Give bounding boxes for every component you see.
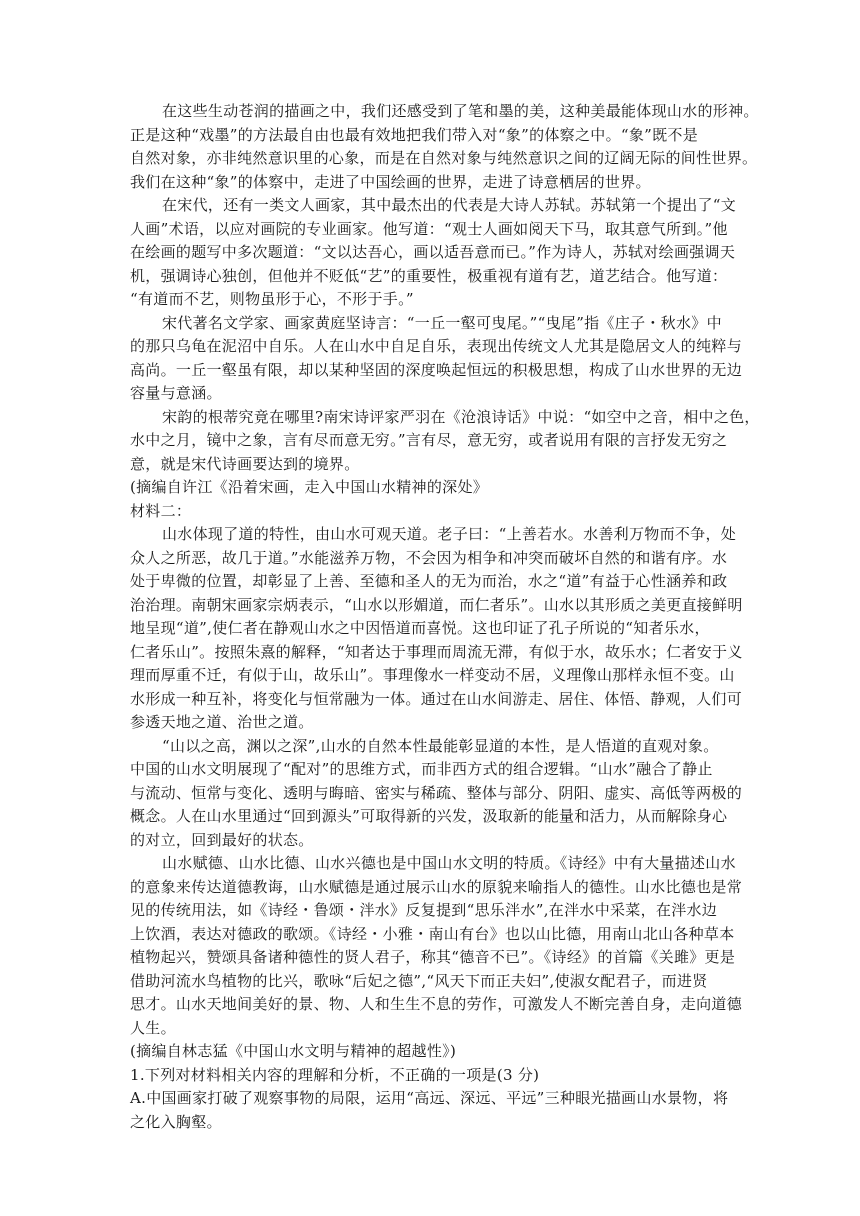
text-line: 见的传统用法，如《诗经・鲁颂・泮水》反复提到“思乐泮水”,在泮水中采菜，在泮水边 <box>130 901 718 919</box>
text-line: 参透天地之道、治世之道。 <box>130 713 314 731</box>
text-line: 借助河流水鸟植物的比兴，歌咏“后妃之德”,“风天下而正夫妇”,使淑女配君子，而进贤 <box>130 971 708 990</box>
text-line: 的意象来传达道德教诲，山水赋德是通过展示山水的原貌来喻指人的德性。山水比德也是常 <box>130 877 743 896</box>
document-page <box>130 100 760 1134</box>
text-line: 处于卑微的位置，却彰显了上善、至德和圣人的无为而治，水之“道”有益于心性涵养和政 <box>130 572 728 590</box>
text-line: 概念。人在山水里通过“回到源头”可取得新的兴发，汲取新的能量和活力，从而解除身心 <box>130 807 728 825</box>
text-line: 宋代著名文学家、画家黄庭坚诗言：“一丘一壑可曳尾。”“曳尾”指《庄子・秋水》中 <box>162 313 722 332</box>
text-line: 宋韵的根蒂究竟在哪里?南宋诗评家严羽在《沧浪诗话》中说：“如空中之音，相中之色， <box>162 407 760 426</box>
text-line: 意，就是宋代诗画要达到的境界。 <box>130 454 360 473</box>
text-line: 之化入胸壑。 <box>130 1112 222 1131</box>
text-line: 容量与意涵。 <box>130 384 222 402</box>
text-line: 众人之所恶，故几于道。”水能滋养万物，不会因为相争和冲突而破坏自然的和谐有序。水 <box>130 548 728 567</box>
text-line: 的对立，回到最好的状态。 <box>130 830 314 849</box>
text-line: 地呈现“道”,使仁者在静观山水之中因悟道而喜悦。这也印证了孔子所说的“知者乐水， <box>130 619 710 637</box>
text-line: 中国的山水文明展现了“配对”的思维方式，而非西方式的组合逻辑。“山水”融合了静止 <box>130 760 713 778</box>
text-line: 我们在这种“象”的体察中，走进了中国绘画的世界，走进了诗意栖居的世界。 <box>130 172 651 191</box>
text-line: 正是这种“戏墨”的方法最自由也最有效地把我们带入对“象”的体察之中。“象”既不是 <box>130 125 699 144</box>
text-line: “山以之高，渊以之深”,山水的自然本性最能彰显道的本性，是人悟道的直观对象。 <box>162 736 719 755</box>
text-line: 水中之月，镜中之象，言有尽而意无穷。”言有尽，意无穷，或者说用有限的言抒发无穷之 <box>130 431 728 449</box>
text-line: 思才。山水天地间美好的景、物、人和生生不息的劳作，可激发人不断完善自身，走向道德 <box>130 995 743 1013</box>
text-line: “有道而不艺，则物虽形于心，不形于手。” <box>130 290 414 308</box>
text-line: 在绘画的题写中多次题道：“文以达吾心，画以适吾意而已。”作为诗人，苏轼对绘画强调天 <box>130 243 736 261</box>
text-line: 材料二： <box>130 501 192 520</box>
text-line: 与流动、恒常与变化、透明与晦暗、密实与稀疏、整体与部分、阴阳、虚实、高低等两极的 <box>130 783 743 802</box>
text-line: 植物起兴，赞颂具备诸种德性的贤人君子，称其“德音不已”。《诗经》的首篇《关雎》更是 <box>130 948 736 966</box>
text-line: 1.下列对材料相关内容的理解和分析，不正确的一项是(3 分) <box>130 1065 540 1084</box>
text-line: 高尚。一丘一壑虽有限，却以某种坚固的深度唤起恒远的积极思想，构成了山水世界的无边 <box>130 360 743 379</box>
text-line: 机，强调诗心独创，但他并不贬低“艺”的重要性，极重视有道有艺，道艺结合。他写道： <box>130 266 728 285</box>
text-line: 水形成一种互补，将变化与恒常融为一体。通过在山水间游走、居住、体悟、静观，人们可 <box>130 689 743 708</box>
text-line: 山水体现了道的特性，由山水可观天道。老子曰：“上善若水。水善利万物而不争，处 <box>162 525 737 543</box>
text-line: 仁者乐山”。按照朱熹的解释，“知者达于事理而周流无滞，有似于水，故乐水；仁者安于义 <box>130 642 743 661</box>
text-line: 人画”术语，以应对画院的专业画家。他写道：“观士人画如阅天下马，取其意气所到。”他 <box>130 219 728 238</box>
text-line: (摘编自林志猛《中国山水文明与精神的超越性》) <box>130 1042 457 1060</box>
text-line: 上饮酒，表达对德政的歌颂。《诗经・小雅・南山有台》也以山比德，用南山北山各种草本 <box>130 924 735 943</box>
text-line: 在宋代，还有一类文人画家，其中最杰出的代表是大诗人苏轼。苏轼第一个提出了“文 <box>162 196 737 214</box>
text-line: A.中国画家打破了观察事物的局限，运用“高远、深远、平远”三种眼光描画山水景物，将 <box>130 1089 729 1107</box>
text-line: (摘编自许江《沿着宋画，走入中国山水精神的深处》 <box>130 478 489 496</box>
text-line: 自然对象，亦非纯然意识里的心象，而是在自然对象与纯然意识之间的辽阔无际的间性世界。 <box>130 149 758 167</box>
text-line: 山水赋德、山水比德、山水兴德也是中国山水文明的特质。《诗经》中有大量描述山水 <box>162 854 736 872</box>
text-line: 在这些生动苍润的描画之中，我们还感受到了笔和墨的美，这种美最能体现山水的形神。 <box>162 102 759 120</box>
text-line: 理而厚重不迁，有似于山，故乐山”。事理像水一样变动不居，义理像山那样永恒不变。山 <box>130 666 735 684</box>
text-line: 治治理。南朝宋画家宗炳表示，“山水以形媚道，而仁者乐”。山水以其形质之美更直接鲜明 <box>130 595 743 614</box>
text-line: 人生。 <box>130 1018 176 1037</box>
text-line: 的那只乌龟在泥沼中自乐。人在山水中自足自乐，表现出传统文人尤其是隐居文人的纯粹与 <box>130 337 743 355</box>
